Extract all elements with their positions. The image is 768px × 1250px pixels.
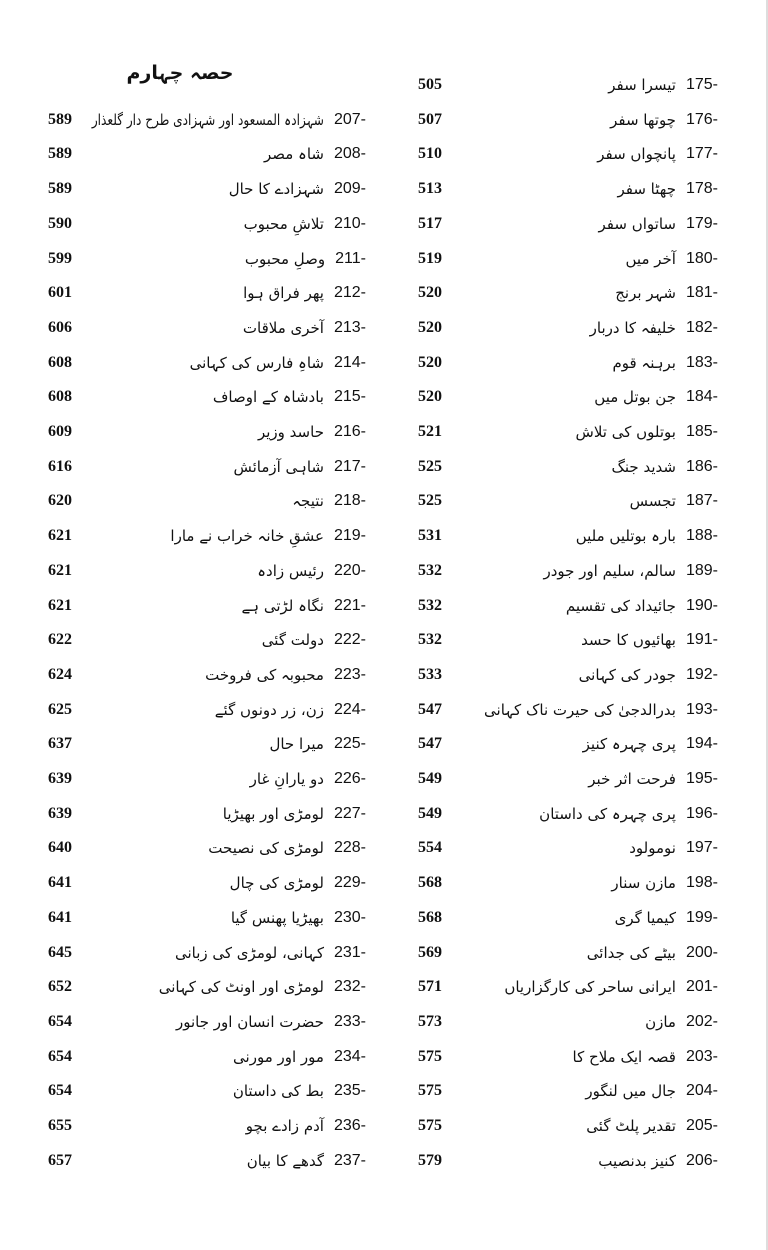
toc-entry [159, 974, 366, 1000]
page-number: 637 [48, 735, 72, 753]
entry-number: 205 - [686, 1117, 718, 1135]
entry-title: گدھے کا بیان [246, 1151, 324, 1170]
entry-title: مازن سنار [611, 874, 676, 893]
entry-number: 196 - [686, 805, 718, 823]
toc-entry [484, 697, 718, 723]
entry-number: 184 - [686, 388, 718, 406]
entry-number: 191 - [686, 631, 718, 649]
entry-number: 218 - [334, 492, 366, 510]
toc-entry [576, 523, 718, 549]
toc-entry [233, 454, 366, 480]
page-number: 645 [48, 943, 72, 961]
entry-title: تقدیر پلٹ گئی [586, 1117, 676, 1135]
entry-title: شہزادے کا حال [228, 180, 324, 199]
entry-number: 188 - [686, 527, 718, 545]
toc-entry [264, 141, 366, 167]
toc-entry [269, 731, 366, 757]
entry-number: 207 - [334, 111, 366, 129]
toc-entry [292, 488, 366, 514]
entry-title: بیٹے کی جدائی [586, 943, 676, 962]
entry-number: 176 - [686, 111, 718, 129]
page-number: 575 [418, 1047, 442, 1065]
page-number: 616 [48, 457, 72, 475]
entry-number: 222 - [334, 631, 366, 649]
page-number: 624 [48, 665, 72, 683]
entry-number: 195 - [686, 770, 718, 788]
toc-entry [599, 211, 718, 237]
page-number: 532 [418, 596, 442, 614]
page-number: 532 [418, 561, 442, 579]
page-number: 625 [48, 700, 72, 718]
toc-entry [611, 454, 718, 480]
entry-title: لومڑی اور بھیڑیا [222, 804, 324, 823]
entry-title: زن، زر دونوں گئے [214, 700, 324, 719]
entry-number: 221 - [334, 597, 366, 615]
entry-number: 211 - [335, 250, 366, 268]
entry-number: 199 - [686, 909, 718, 927]
entry-title: سالم، سلیم اور جودر [543, 561, 676, 580]
page-number: 510 [418, 145, 442, 163]
page-number: 640 [48, 839, 72, 857]
entry-title: برہنہ قوم [612, 353, 676, 372]
entry-title: بھیڑیا پھنس گیا [230, 908, 324, 927]
toc-entry [233, 1044, 366, 1070]
entry-title: میرا حال [269, 735, 324, 754]
toc-entry [608, 72, 718, 98]
entry-number: 209 - [334, 180, 366, 198]
entry-number: 231 - [334, 944, 366, 962]
entry-number: 233 - [334, 1013, 366, 1031]
entry-title: پانچواں سفر [597, 145, 676, 164]
page-number: 569 [418, 943, 442, 961]
entry-number: 193 - [686, 701, 718, 719]
entry-number: 227 - [334, 805, 366, 823]
entry-title: رئیس زادہ [257, 561, 324, 580]
entry-number: 194 - [686, 735, 718, 753]
entry-number: 182 - [686, 319, 718, 337]
page-number: 599 [48, 249, 72, 267]
toc-entry [262, 627, 366, 653]
toc-entry [250, 766, 366, 792]
page-number: 575 [418, 1082, 442, 1100]
page-number: 568 [418, 908, 442, 926]
toc-entry [205, 662, 366, 688]
page-number: 609 [48, 423, 72, 440]
page-number: 505 [418, 76, 442, 93]
entry-title: دو یارانِ غار [249, 770, 324, 788]
entry-number: 183 - [686, 354, 718, 372]
entry-number: 216 - [334, 423, 366, 441]
entry-number: 181 - [686, 284, 718, 302]
page-number: 639 [48, 804, 72, 822]
entry-number: 226 - [334, 770, 366, 788]
entry-title: شاہ مصر [263, 145, 324, 164]
entry-number: 203 - [686, 1048, 718, 1066]
page-number: 621 [48, 561, 72, 579]
entry-number: 210 - [334, 215, 366, 233]
toc-entry [590, 315, 718, 341]
toc-entry [573, 1044, 718, 1070]
toc-entry [190, 350, 366, 376]
toc-entry [175, 940, 366, 966]
toc-entry [231, 905, 366, 931]
entry-number: 187 - [686, 492, 718, 510]
entry-number: 215 - [334, 388, 366, 406]
toc-entry [594, 384, 718, 410]
page-number: 521 [418, 423, 442, 440]
toc-entry [630, 488, 718, 514]
page-number: 606 [48, 318, 72, 336]
page-number: 547 [418, 700, 442, 718]
entry-number: 189 - [686, 562, 718, 580]
page-number: 590 [48, 214, 72, 232]
toc-entry [598, 1148, 718, 1174]
entry-title: بادشاہ کے اوصاف [212, 388, 324, 407]
entry-number: 185 - [686, 423, 718, 441]
toc-entry [612, 350, 718, 376]
entry-title: شاہی آزمائش [233, 457, 324, 476]
toc-entry [258, 419, 366, 445]
toc-entry [243, 280, 366, 306]
page-number: 654 [48, 1047, 72, 1065]
page-number: 621 [48, 596, 72, 614]
entry-number: 237 - [334, 1152, 366, 1170]
entry-title: شدید جنگ [611, 457, 676, 476]
toc-entry [617, 176, 718, 202]
entry-title: شہر برنج [615, 284, 676, 303]
toc-entry [586, 1113, 718, 1139]
entry-title: محبوبہ کی فروخت [205, 665, 324, 684]
page-number: 621 [48, 527, 72, 545]
entry-number: 224 - [334, 701, 366, 719]
entry-title: چھٹا سفر [617, 180, 676, 199]
entry-title: پھر فراق ہوا [243, 284, 324, 303]
entry-title: مور اور مورنی [233, 1047, 324, 1066]
page-number: 549 [418, 804, 442, 822]
entry-title: نومولود [629, 839, 676, 858]
entry-title: لومڑی کی چال [229, 874, 324, 893]
toc-entry [611, 870, 718, 896]
page-number: 589 [48, 145, 72, 163]
entry-title: لومڑی کی نصیحت [208, 839, 324, 858]
entry-title: فرحت اثر خبر [588, 770, 676, 788]
toc-entry [208, 835, 366, 861]
entry-title: ساتواں سفر [598, 214, 676, 233]
page-number: 520 [418, 353, 442, 371]
entry-number: 206 - [686, 1152, 718, 1170]
page-number: 531 [418, 527, 442, 545]
entry-number: 186 - [686, 458, 718, 476]
entry-number: 228 - [334, 839, 366, 857]
page-number: 641 [48, 874, 72, 892]
toc-entry [247, 1148, 366, 1174]
toc-entry [36, 107, 366, 133]
toc-entry [583, 731, 718, 757]
entry-title: پری چہرہ کنیز [582, 735, 676, 754]
entry-title: عشقِ خانہ خراب نے مارا [170, 527, 324, 546]
toc-entry [539, 801, 718, 827]
entry-title: تجسس [629, 492, 676, 511]
toc-entry [229, 176, 366, 202]
entry-number: 179 - [686, 215, 718, 233]
entry-number: 200 - [686, 944, 718, 962]
entry-number: 201 - [686, 978, 718, 996]
toc-entry [543, 558, 718, 584]
entry-number: 235 - [334, 1082, 366, 1100]
page-number: 620 [48, 492, 72, 510]
entry-title: مازن [645, 1012, 676, 1031]
entry-number: 180 - [686, 250, 718, 268]
entry-title: چوتھا سفر [610, 110, 676, 129]
page-number: 654 [48, 1082, 72, 1100]
toc-entry [176, 1009, 366, 1035]
page-number: 589 [48, 180, 72, 198]
toc-entry [215, 697, 366, 723]
entry-title: لومڑی اور اونٹ کی کہانی [158, 978, 324, 997]
entry-title: بدرالدجیٰ کی حیرت ناک کہانی [484, 700, 676, 719]
page-number: 652 [48, 978, 72, 996]
page-number: 513 [418, 180, 442, 198]
entry-number: 175 - [686, 76, 718, 94]
page-number: 533 [418, 665, 442, 683]
entry-title: کہانی، لومڑی کی زبانی [174, 943, 324, 962]
toc-entry [579, 662, 718, 688]
toc-entry [242, 593, 367, 619]
entry-title: جائیداد کی تقسیم [565, 596, 676, 615]
section-heading: حصہ چہارم [126, 62, 234, 84]
page-number: 655 [48, 1117, 72, 1134]
page-number: 608 [48, 353, 72, 371]
toc-entry [585, 1078, 718, 1104]
page-number: 532 [418, 631, 442, 649]
entry-title: آخر میں [625, 249, 676, 268]
page-number: 657 [48, 1151, 72, 1169]
page-number: 573 [418, 1012, 442, 1030]
entry-number: 192 - [686, 666, 718, 684]
entry-number: 212 - [334, 284, 366, 302]
page-number: 517 [418, 214, 442, 232]
page-number: 525 [418, 457, 442, 475]
page-number: 622 [48, 631, 72, 649]
entry-title: خلیفہ کا دربار [589, 318, 676, 337]
entry-title: تلاشِ محبوب [243, 214, 324, 233]
toc-entry [223, 801, 366, 827]
entry-number: 190 - [686, 597, 718, 615]
entry-title: آدم زادے بچو [245, 1117, 324, 1135]
page-number: 520 [418, 284, 442, 302]
entry-title: آخری ملاقات [242, 318, 324, 337]
toc-entry [610, 107, 718, 133]
toc-entry [626, 246, 719, 272]
toc-entry [243, 315, 366, 341]
page-number: 639 [48, 770, 72, 787]
entry-number: 208 - [334, 145, 366, 163]
page-number: 608 [48, 388, 72, 406]
entry-number: 202 - [686, 1013, 718, 1031]
entry-title: کنیز بدنصیب [598, 1151, 676, 1170]
entry-number: 236 - [334, 1117, 366, 1135]
entry-number: 198 - [686, 874, 718, 892]
page-number: 641 [48, 908, 72, 926]
entry-number: 229 - [334, 874, 366, 892]
page-number: 549 [418, 770, 442, 787]
toc-entry [230, 870, 366, 896]
entry-number: 220 - [334, 562, 366, 580]
entry-number: 178 - [686, 180, 718, 198]
entry-title: بوتلوں کی تلاش [575, 423, 676, 441]
entry-title: شاہِ فارس کی کہانی [189, 353, 324, 372]
page-number: 571 [418, 978, 442, 996]
toc-entry [629, 835, 718, 861]
entry-title: وصلِ محبوب [244, 249, 326, 268]
entry-number: 214 - [334, 354, 366, 372]
page-number: 654 [48, 1012, 72, 1030]
page-number: 554 [418, 839, 442, 857]
entry-title: پری چہرہ کی داستان [539, 804, 676, 823]
entry-title: شہزادہ المسعود اور شہزادی طرح دار گلعذار [91, 110, 324, 129]
entry-title: جن بوتل میں [594, 388, 676, 407]
entry-title: حاسد وزیر [257, 423, 324, 441]
entry-title: حضرت انسان اور جانور [176, 1012, 324, 1031]
toc-entry [576, 419, 718, 445]
entry-title: قصہ ایک ملاح کا [572, 1047, 676, 1066]
toc-entry [246, 1113, 366, 1139]
toc-entry [588, 766, 718, 792]
entry-number: 230 - [334, 909, 366, 927]
entry-title: جال میں لنگور [585, 1082, 676, 1101]
entry-title: بط کی داستان [232, 1082, 324, 1101]
entry-title: نگاہ لڑتی ہے [241, 596, 324, 615]
toc-entry [566, 593, 718, 619]
entry-number: 177 - [686, 145, 718, 163]
toc-entry [244, 211, 366, 237]
page-number: 589 [48, 110, 72, 128]
page-number: 519 [418, 249, 442, 267]
page-number: 579 [418, 1151, 442, 1169]
entry-number: 213 - [334, 319, 366, 337]
toc-entry [233, 1078, 366, 1104]
page-number: 575 [418, 1117, 442, 1134]
entry-number: 219 - [334, 527, 366, 545]
entry-number: 234 - [334, 1048, 366, 1066]
page-number: 525 [418, 492, 442, 510]
toc-entry [615, 280, 718, 306]
toc-entry [257, 558, 366, 584]
toc-entry [213, 384, 366, 410]
entry-number: 217 - [334, 458, 366, 476]
toc-entry [581, 627, 718, 653]
entry-number: 204 - [686, 1082, 718, 1100]
entry-title: بارہ بوتلیں ملیں [575, 527, 676, 546]
toc-entry [645, 1009, 718, 1035]
page-number: 601 [48, 284, 72, 302]
page-number: 568 [418, 874, 442, 892]
toc-entry [597, 141, 718, 167]
toc-entry [587, 940, 718, 966]
toc-entry [245, 246, 366, 272]
entry-title: کیمیا گری [614, 908, 676, 927]
entry-number: 225 - [334, 735, 366, 753]
entry-title: دولت گئی [261, 631, 324, 650]
page-number: 520 [418, 318, 442, 336]
toc-entry [504, 974, 718, 1000]
entry-title: نتیجہ [292, 492, 324, 511]
entry-title: جودر کی کہانی [578, 665, 676, 684]
entry-number: 223 - [334, 666, 366, 684]
toc-entry [615, 905, 718, 931]
entry-title: ایرانی ساحر کی کارگزاریاں [504, 978, 676, 997]
page-number: 507 [418, 110, 442, 128]
entry-title: بھائیوں کا حسد [581, 631, 676, 650]
entry-number: 232 - [334, 978, 366, 996]
page-number: 547 [418, 735, 442, 753]
entry-title: تیسرا سفر [608, 76, 676, 94]
entry-number: 197 - [686, 839, 718, 857]
toc-entry [170, 523, 366, 549]
page-number: 520 [418, 388, 442, 406]
